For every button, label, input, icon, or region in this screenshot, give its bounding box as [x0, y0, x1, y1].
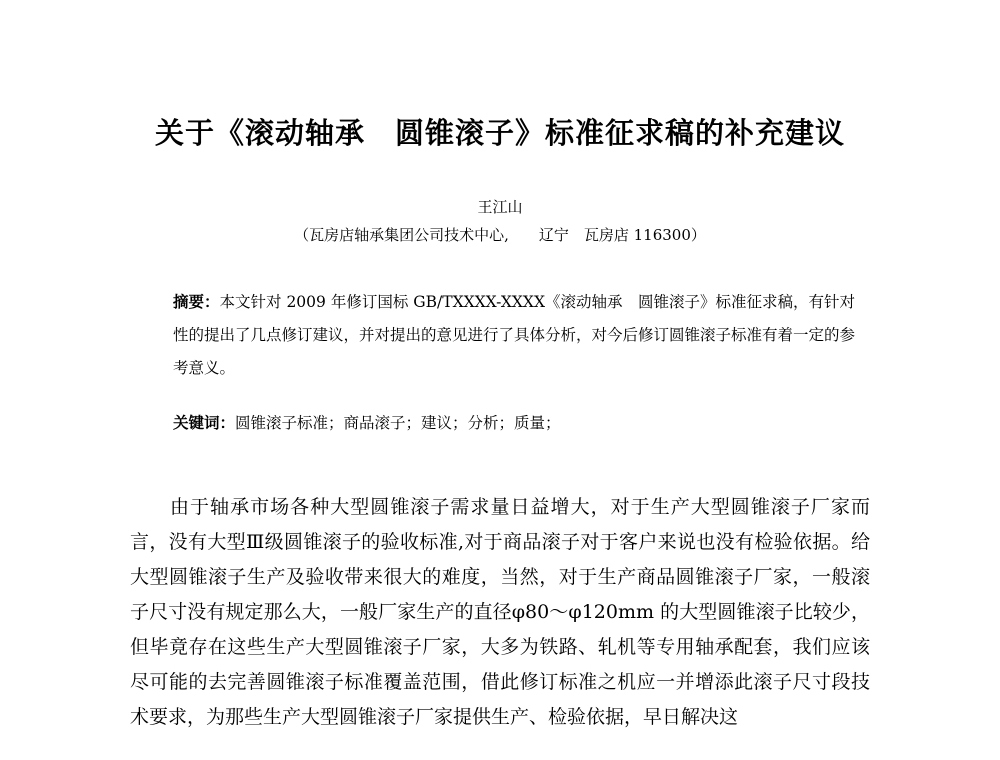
keywords-text: 圆锥滚子标准；商品滚子；建议；分析；质量；: [235, 414, 561, 432]
keywords: [173, 407, 868, 440]
abstract-text: 本文针对 2009 年修订国标 GB/TXXXX-XXXX《滚动轴承 圆锥滚子》标准征求稿，有针对性的提出了几点修订建议，并对提出的意见进行了具体分析，对今后修订圆锥滚子标准有着一定的参考意义。: [173, 293, 856, 377]
paper-title: 关于《滚动轴承 圆锥滚子》标准征求稿的补充建议: [154, 116, 845, 150]
author-name: 王江山: [477, 198, 523, 216]
abstract: [173, 286, 868, 385]
abstract-label: 摘要：: [173, 293, 220, 311]
author-affiliation: （瓦房店轴承集团公司技术中心, 辽宁 瓦房店 116300）: [294, 226, 706, 244]
body-paragraph: 由于轴承市场各种大型圆锥滚子需求量日益增大，对于生产大型圆锥滚子厂家而言，没有大型Ⅲ级圆锥滚子的验收标准,对于商品滚子对于客户来说也没有检验依据。给大型圆锥滚子生产及验收带来很大的难度，当然，对于生产商品圆锥滚子厂家，一般滚子尺寸没有规定那么大，一般厂家生产的直径φ80～φ120mm 的大型圆锥滚子比较少，但毕竟存在这些生产大型圆锥滚子厂家，大多为铁路、轧机等专用轴承配套，我们应该尽可能的去完善圆锥滚子标准覆盖范围，借此修订标准之机应一并增添此滚子尺寸段技术要求，为那些生产大型圆锥滚子厂家提供生产、检验依据，早日解决这: [130, 496, 870, 728]
keywords-label: 关键词：: [173, 414, 236, 432]
